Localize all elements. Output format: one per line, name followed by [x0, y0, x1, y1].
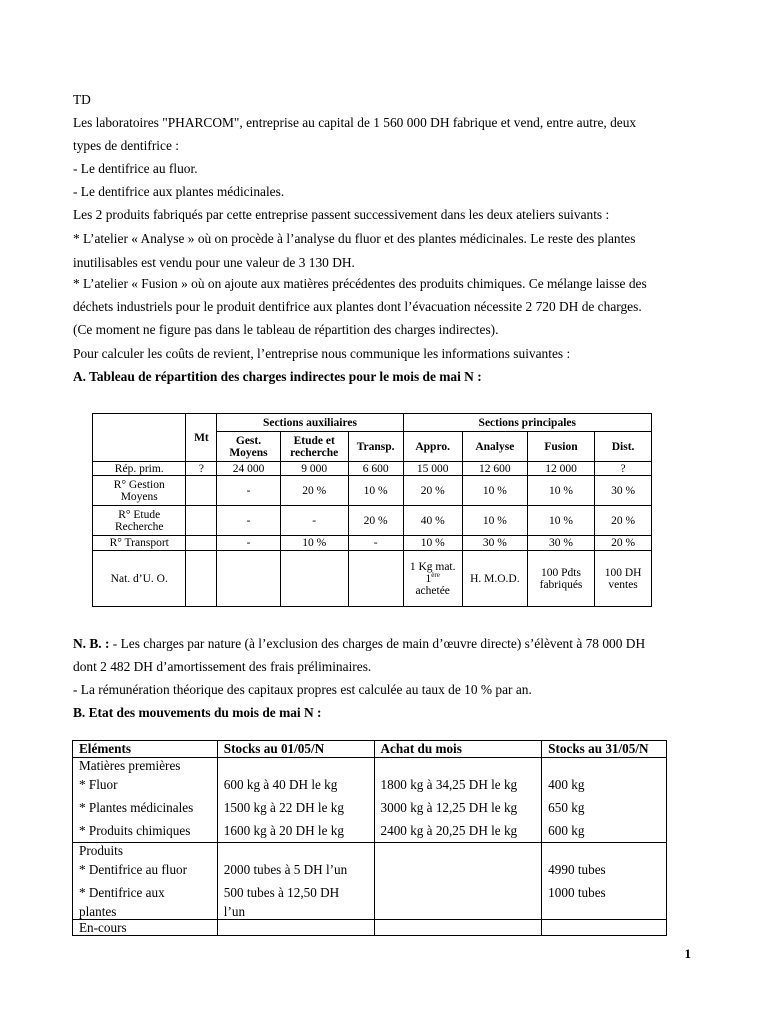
section-b-heading: B. Etat des mouvements du mois de mai N : [73, 705, 322, 720]
cell: 15 000 [403, 462, 462, 476]
cell: 20 % [403, 476, 462, 506]
nb-line: N. B. : - Les charges par nature (à l’exclusion des charges de main d’œuvre directe) s’élèvent à 78 000 DH [73, 636, 646, 651]
table-row [93, 462, 652, 476]
doc-title: TD [73, 92, 91, 107]
page-number: 1 [684, 946, 691, 961]
cell: - [280, 506, 348, 536]
col-header: Etude et recherche [280, 432, 348, 462]
cell: 10 % [280, 536, 348, 551]
intro-line: (Ce moment ne figure pas dans le tableau de répartition des charges indirectes). [73, 322, 499, 337]
table-row [73, 758, 667, 843]
cell [348, 551, 403, 607]
col-header: Transp. [348, 432, 403, 462]
cell: 1 Kg mat. 1ère achetée [403, 551, 462, 607]
cell [186, 551, 217, 607]
cell: 24 000 [217, 462, 280, 476]
row-label: Nat. d’U. O. [93, 551, 186, 607]
col-header: Appro. [403, 432, 462, 462]
cell: 10 % [527, 476, 594, 506]
cell: 10 % [403, 536, 462, 551]
table-row [73, 920, 667, 936]
intro-line: - Le dentifrice au fluor. [73, 161, 198, 176]
cell [217, 551, 280, 607]
cell [186, 506, 217, 536]
cell: - [348, 536, 403, 551]
cell: 4990 tubes 1000 tubes [542, 843, 667, 920]
main-sections-header: Sections principales [403, 414, 651, 432]
col-header: Achat du mois [374, 741, 542, 758]
cell: 6 600 [348, 462, 403, 476]
table-row [93, 476, 652, 506]
cell: - [217, 506, 280, 536]
cell: 10 % [527, 506, 594, 536]
intro-line: Pour calculer les coûts de revient, l’entreprise nous communique les informations suivantes : [73, 346, 571, 361]
col-header: Gest. Moyens [217, 432, 280, 462]
table-header-row [73, 741, 667, 758]
cell: 1800 kg à 34,25 DH le kg 3000 kg à 12,25 DH le kg 2400 kg à 20,25 DH le kg [374, 758, 542, 843]
col-header: Dist. [595, 432, 652, 462]
cell: 12 000 [527, 462, 594, 476]
cell: 9 000 [280, 462, 348, 476]
table-row [93, 551, 652, 607]
cell: 12 600 [462, 462, 527, 476]
table-row [73, 843, 667, 920]
cell [374, 843, 542, 920]
row-label: R° Transport [93, 536, 186, 551]
col-header: Stocks au 31/05/N [542, 741, 667, 758]
aux-sections-header: Sections auxiliaires [217, 414, 403, 432]
mt-header: Mt [186, 414, 217, 462]
table-row [93, 506, 652, 536]
intro-line: inutilisables est vendu pour une valeur de 3 130 DH. [73, 255, 355, 270]
cell: - [217, 536, 280, 551]
cell: 30 % [527, 536, 594, 551]
nb-line: dont 2 482 DH d’amortissement des frais préliminaires. [73, 659, 372, 674]
cell: 10 % [462, 476, 527, 506]
movements-table [72, 740, 667, 936]
cell: 600 kg à 40 DH le kg 1500 kg à 22 DH le kg 1600 kg à 20 DH le kg [217, 758, 374, 843]
nb-line: - La rémunération théorique des capitaux propres est calculée au taux de 10 % par an. [73, 682, 532, 697]
intro-line: types de dentifrice : [73, 138, 179, 153]
col-header: Fusion [527, 432, 594, 462]
intro-line: Les laboratoires "PHARCOM", entreprise au capital de 1 560 000 DH fabrique et vend, entre autre, deux [73, 115, 637, 130]
row-label: Rép. prim. [93, 462, 186, 476]
cell: 10 % [462, 506, 527, 536]
table-row [93, 536, 652, 551]
cell: 2000 tubes à 5 DH l’un 500 tubes à 12,50 DH l’un [217, 843, 374, 920]
intro-line: * L’atelier « Analyse » où on procède à l’analyse du fluor et des plantes médicinales. Le reste des plantes [73, 231, 636, 246]
cell: 10 % [348, 476, 403, 506]
cell: - [217, 476, 280, 506]
cell: Matières premières * Fluor * Plantes médicinales * Produits chimiques [73, 758, 218, 843]
cell: 20 % [595, 506, 652, 536]
section-a-heading: A. Tableau de répartition des charges indirectes pour le mois de mai N : [73, 369, 482, 384]
corner-cell [93, 414, 186, 462]
cell: 400 kg 650 kg 600 kg [542, 758, 667, 843]
cell [374, 920, 542, 936]
intro-line: * L’atelier « Fusion » où on ajoute aux matières précédentes des produits chimiques. Ce mélange laisse des [73, 276, 647, 291]
col-header: Stocks au 01/05/N [217, 741, 374, 758]
col-header: Analyse [462, 432, 527, 462]
intro-line: - Le dentifrice aux plantes médicinales. [73, 184, 285, 199]
cell: 100 DH ventes [595, 551, 652, 607]
cell [186, 476, 217, 506]
cell [542, 920, 667, 936]
cell: 20 % [595, 536, 652, 551]
cell: 20 % [280, 476, 348, 506]
cell: En-cours [73, 920, 218, 936]
cell: 30 % [462, 536, 527, 551]
cell: ? [186, 462, 217, 476]
cell: Produits * Dentifrice au fluor * Dentifrice aux plantes [73, 843, 218, 920]
cell [280, 551, 348, 607]
col-header: Eléments [73, 741, 218, 758]
row-label: R° Etude Recherche [93, 506, 186, 536]
cell: 100 Pdts fabriqués [527, 551, 594, 607]
row-label: R° Gestion Moyens [93, 476, 186, 506]
charges-table [92, 413, 652, 607]
intro-line: déchets industriels pour le produit dentifrice aux plantes dont l’évacuation nécessite 2 720 DH de charges. [73, 299, 642, 314]
cell: ? [595, 462, 652, 476]
cell: 20 % [348, 506, 403, 536]
cell [186, 536, 217, 551]
cell: H. M.O.D. [462, 551, 527, 607]
cell: 30 % [595, 476, 652, 506]
intro-line: Les 2 produits fabriqués par cette entreprise passent successivement dans les deux ateliers suivants : [73, 207, 610, 222]
cell: 40 % [403, 506, 462, 536]
cell [217, 920, 374, 936]
